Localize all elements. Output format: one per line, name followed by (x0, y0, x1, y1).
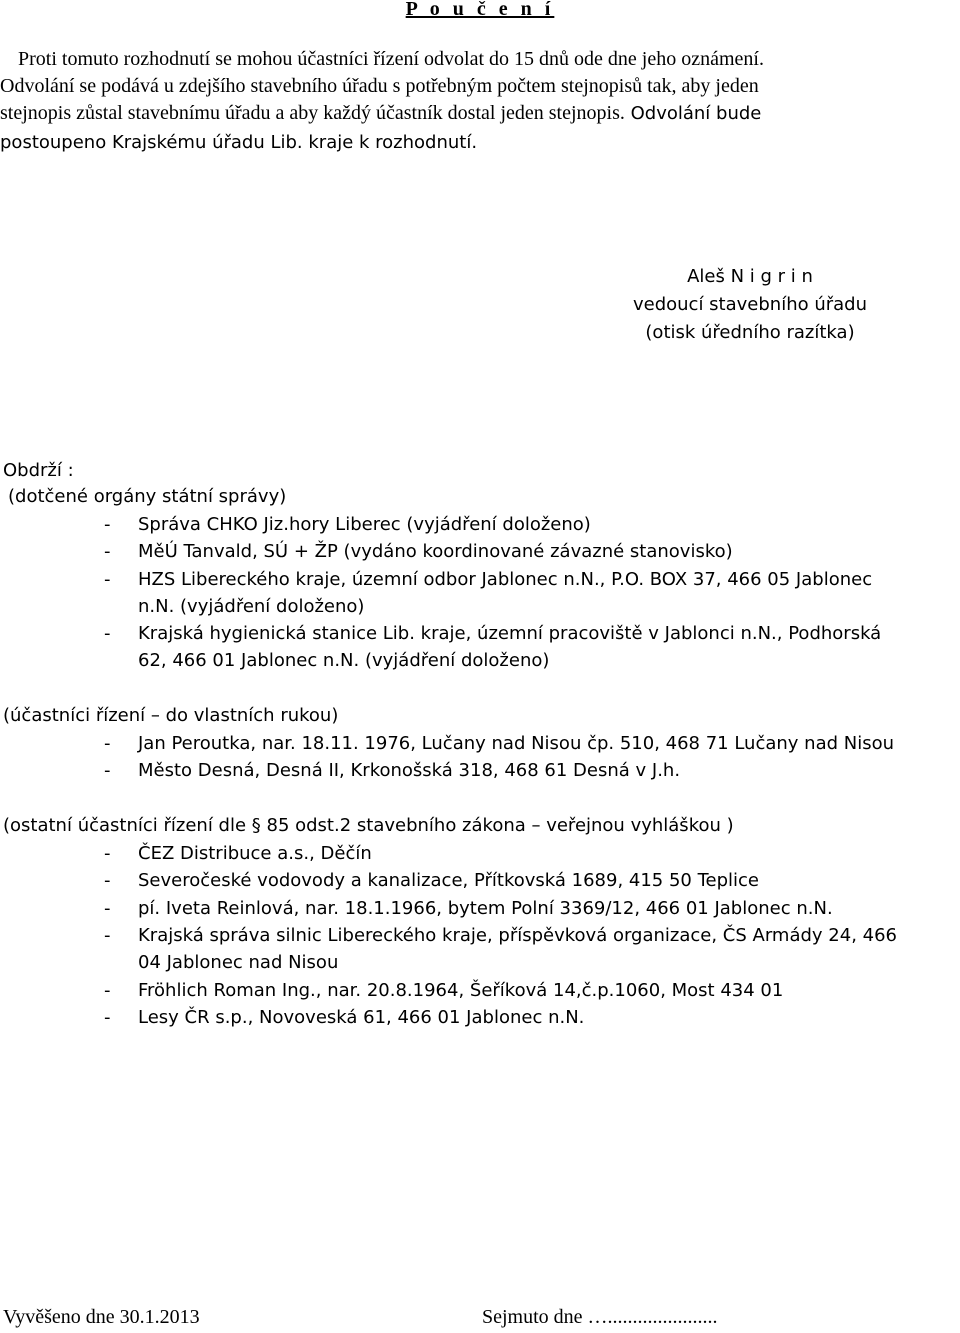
list-dash: - (104, 870, 111, 891)
state-group-heading: (dotčené orgány státní správy) (8, 486, 287, 507)
intro-line-4: postoupeno Krajskému úřadu Lib. kraje k rozhodnutí. (0, 132, 478, 153)
list-item-continuation: 04 Jablonec nad Nisou (138, 952, 339, 973)
signer-role: vedoucí stavebního úřadu (632, 294, 868, 315)
list-dash: - (104, 514, 111, 535)
list-item: Krajská hygienická stanice Lib. kraje, územní pracoviště v Jablonci n.N., Podhorská (138, 623, 882, 644)
stamp-note: (otisk úředního razítka) (645, 322, 855, 343)
list-dash: - (104, 980, 111, 1001)
intro-line-3-serif: stejnopis zůstal stavebnímu úřadu a aby každý účastník dostal jeden stejnopis. (0, 102, 625, 124)
recipients-label: Obdrží : (3, 460, 74, 481)
list-dash: - (104, 925, 111, 946)
list-item: HZS Libereckého kraje, územní odbor Jablonec n.N., P.O. BOX 37, 466 05 Jablonec (138, 569, 873, 590)
list-item: pí. Iveta Reinlová, nar. 18.1.1966, bytem Polní 3369/12, 466 01 Jablonec n.N. (138, 898, 833, 919)
list-dash: - (104, 760, 111, 781)
intro-line-3-sans: Odvolání bude (624, 103, 762, 124)
list-item: ČEZ Distribuce a.s., Děčín (138, 843, 372, 864)
removed-date: Sejmuto dne …...................... (482, 1306, 718, 1328)
list-item: Jan Peroutka, nar. 18.11. 1976, Lučany nad Nisou čp. 510, 468 71 Lučany nad Nisou (138, 733, 895, 754)
intro-line-1: Proti tomuto rozhodnutí se mohou účastníci řízení odvolat do 15 dnů ode dne jeho oznámení. (18, 48, 764, 70)
list-item: MěÚ Tanvald, SÚ + ŽP (vydáno koordinované závazné stanovisko) (138, 541, 733, 562)
list-item-continuation: 62, 466 01 Jablonec n.N. (vyjádření doloženo) (138, 650, 550, 671)
posted-date: Vyvěšeno dne 30.1.2013 (3, 1306, 200, 1328)
list-item: Lesy ČR s.p., Novoveská 61, 466 01 Jablonec n.N. (138, 1007, 585, 1028)
signer-name: Aleš N i g r i n (687, 266, 813, 287)
page-heading: P o u č e n í (405, 0, 555, 20)
others-group-heading: (ostatní účastníci řízení dle § 85 odst.2 stavebního zákona – veřejnou vyhláškou ) (3, 815, 734, 836)
list-item: Severočeské vodovody a kanalizace, Přítkovská 1689, 415 50 Teplice (138, 870, 760, 891)
list-dash: - (104, 623, 111, 644)
list-item: Správa CHKO Jiz.hory Liberec (vyjádření doloženo) (138, 514, 591, 535)
participants-group-heading: (účastníci řízení – do vlastních rukou) (3, 705, 339, 726)
list-dash: - (104, 541, 111, 562)
intro-line-2: Odvolání se podává u zdejšího stavebního úřadu s potřebným počtem stejnopisů tak, aby jeden (0, 75, 759, 97)
list-item-continuation: n.N. (vyjádření doloženo) (138, 596, 365, 617)
list-dash: - (104, 898, 111, 919)
list-item: Město Desná, Desná II, Krkonošská 318, 468 61 Desná v J.h. (138, 760, 681, 781)
list-item: Krajská správa silnic Libereckého kraje, příspěvková organizace, ČS Armády 24, 466 (138, 925, 897, 946)
list-dash: - (104, 1007, 111, 1028)
list-dash: - (104, 843, 111, 864)
list-item: Fröhlich Roman Ing., nar. 20.8.1964, Šeříková 14,č.p.1060, Most 434 01 (138, 980, 784, 1001)
list-dash: - (104, 569, 111, 590)
intro-line-3 (0, 102, 761, 125)
list-dash: - (104, 733, 111, 754)
